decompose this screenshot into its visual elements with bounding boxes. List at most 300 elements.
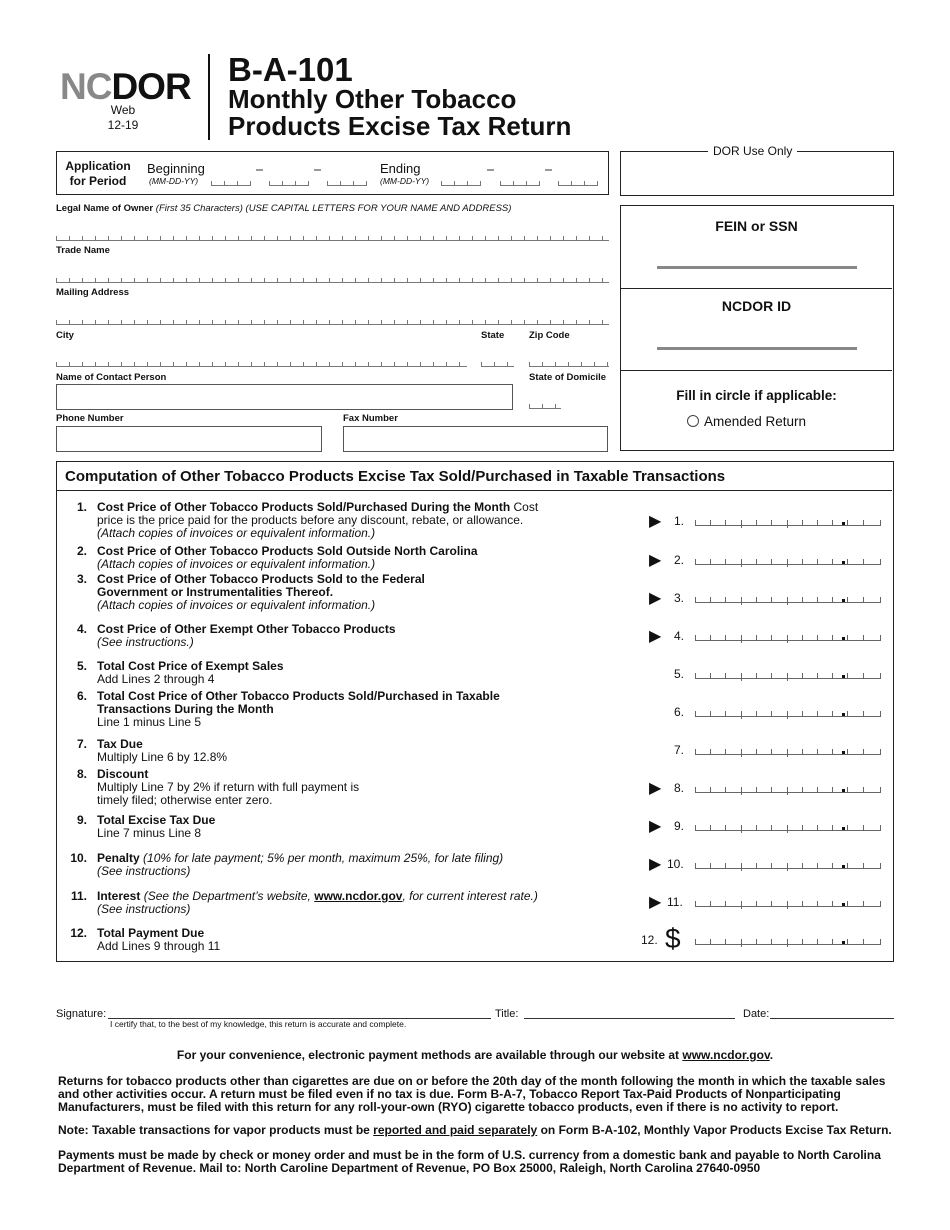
tick (880, 673, 881, 678)
tick (880, 711, 881, 716)
tick (880, 749, 881, 754)
tick (756, 901, 757, 906)
tick (710, 863, 711, 868)
arrow-icon: ▶ (649, 818, 662, 835)
tick (741, 520, 742, 528)
line-ref-number: 6. (674, 705, 685, 719)
tick (710, 520, 711, 525)
dor-use-only-label: DOR Use Only (708, 144, 797, 158)
tick (771, 673, 772, 678)
line-title: Total Excise Tax Due (97, 813, 216, 827)
beginning-format: (MM-DD-YY) (149, 176, 199, 186)
tick (817, 787, 818, 792)
line-description (97, 814, 215, 840)
period-label (63, 159, 133, 189)
line-ref-number: 1. (674, 514, 685, 528)
computation-title: Computation of Other Tobacco Products Excise Tax Sold/Purchased in Taxable Transactions (65, 468, 726, 485)
city-input[interactable] (56, 361, 467, 367)
logo-dor: DOR (111, 66, 191, 107)
tick (802, 635, 803, 640)
tick (771, 825, 772, 830)
tick (847, 711, 848, 716)
line-title: Total Cost Price of Exempt Sales (97, 659, 284, 673)
line-title: Total Cost Price of Other Tobacco Products Sold/Purchased in Taxable (97, 689, 500, 703)
tick (695, 597, 696, 602)
tick (847, 939, 848, 944)
vapor-note (58, 1124, 896, 1137)
tick (863, 711, 864, 716)
line-detail: (Attach copies of invoices or equivalent information.) (97, 557, 376, 571)
tick (756, 749, 757, 754)
amount-input[interactable] (695, 939, 881, 945)
fax-label: Fax Number (343, 413, 398, 424)
zip-input[interactable] (529, 361, 609, 367)
decimal-point (842, 789, 845, 792)
arrow-icon: ▶ (649, 513, 662, 530)
decimal-point (842, 637, 845, 640)
logo-nc: NC (60, 66, 112, 107)
domicile-label: State of Domicile (529, 372, 607, 383)
line-number: 1. (76, 500, 87, 514)
mail-info: Payments must be made by check or money order and must be in the form of U.S. currency from a domestic bank and payable to North Carolina Department of Revenue. Mail to: North Caroline Department of Revenue, PO Box 25000, Raleigh, North Carolina 27640-0950 (58, 1148, 881, 1175)
tick (832, 901, 833, 906)
fax-input[interactable] (343, 426, 608, 452)
line-ref-number: 9. (674, 819, 685, 833)
tick (832, 863, 833, 868)
tick (880, 939, 881, 944)
tick (771, 635, 772, 640)
tick (725, 863, 726, 868)
tick (695, 863, 696, 868)
tick (817, 939, 818, 944)
computation-line (57, 573, 617, 613)
line-number: 9. (76, 813, 87, 827)
tick (741, 559, 742, 567)
end-day-input[interactable] (500, 180, 540, 186)
tick (756, 787, 757, 792)
legal-name-input[interactable] (56, 235, 609, 241)
tick (817, 749, 818, 754)
tick (756, 635, 757, 640)
tick (756, 711, 757, 716)
state-input[interactable] (481, 361, 514, 367)
tick (695, 520, 696, 525)
end-month-input[interactable] (441, 180, 481, 186)
payment-end: . (769, 1048, 774, 1062)
tick (787, 559, 788, 567)
line-number: 12. (70, 926, 87, 940)
tick (771, 559, 772, 564)
line-description (97, 852, 503, 878)
tick (817, 559, 818, 564)
line-number: 10. (70, 851, 87, 865)
tick (695, 673, 696, 678)
ncdor-id-label: NCDOR ID (721, 298, 792, 314)
amount-input[interactable] (695, 559, 881, 565)
amount-input[interactable] (695, 901, 881, 907)
line-detail: Multiply Line 6 by 12.8% (97, 750, 228, 764)
signature-label: Signature: (56, 1008, 107, 1020)
tick (710, 787, 711, 792)
tick (725, 520, 726, 525)
tick (802, 825, 803, 830)
tick (847, 863, 848, 868)
tick (847, 520, 848, 525)
line-title-rest: (See the Department’s website, (140, 889, 315, 903)
certify-text: I certify that, to the best of my knowledge, this return is accurate and complete. (110, 1019, 407, 1029)
id-box (620, 205, 894, 451)
line-title: Penalty (97, 851, 140, 865)
tick (802, 559, 803, 564)
line-number: 5. (76, 659, 87, 673)
line-ref-number: 10. (667, 857, 684, 871)
tick (756, 939, 757, 944)
tick (771, 597, 772, 602)
tick (832, 597, 833, 602)
tick (787, 597, 788, 605)
line-description (97, 660, 284, 686)
fein-input[interactable] (657, 264, 857, 269)
ncdor-id-input[interactable] (657, 345, 857, 350)
begin-day-input[interactable] (269, 180, 309, 186)
tick (817, 673, 818, 678)
tick (863, 825, 864, 830)
line-title: Total Payment Due (97, 926, 205, 940)
tick (787, 711, 788, 719)
tick (787, 673, 788, 681)
amount-input[interactable] (695, 749, 881, 755)
tick (787, 863, 788, 871)
computation-line (57, 690, 617, 730)
tick (863, 520, 864, 525)
tick (741, 901, 742, 909)
tick (817, 825, 818, 830)
tick (725, 939, 726, 944)
tick (880, 597, 881, 602)
amount-input[interactable] (695, 520, 881, 526)
arrow-icon: ▶ (649, 628, 662, 645)
decimal-point (842, 675, 845, 678)
tick (863, 863, 864, 868)
amount-input[interactable] (695, 635, 881, 641)
line-description (97, 573, 425, 612)
tick (725, 825, 726, 830)
line-ref-number: 4. (674, 629, 685, 643)
tick (695, 939, 696, 944)
tick (710, 939, 711, 944)
line-title-2: Government or Instrumentalities Thereof. (97, 585, 334, 599)
tick (863, 749, 864, 754)
amount-input[interactable] (695, 863, 881, 869)
tick (756, 597, 757, 602)
tick (847, 673, 848, 678)
tick (880, 787, 881, 792)
tick (832, 711, 833, 716)
tick (725, 787, 726, 792)
application-period-box (56, 151, 609, 195)
line-detail: (See instructions.) (97, 635, 194, 649)
line-ref-number: 7. (674, 743, 685, 757)
tick (741, 673, 742, 681)
line-description (97, 545, 478, 571)
tick (710, 559, 711, 564)
tick (863, 635, 864, 640)
amount-input[interactable] (695, 787, 881, 793)
tick (787, 901, 788, 909)
line-detail-2: Line 1 minus Line 5 (97, 715, 202, 729)
computation-line (57, 501, 617, 541)
tick (725, 901, 726, 906)
line-title: Tax Due (97, 737, 143, 751)
tick (817, 863, 818, 868)
tick (802, 939, 803, 944)
tick (756, 520, 757, 525)
tick (863, 787, 864, 792)
decimal-point (842, 903, 845, 906)
tick (817, 597, 818, 602)
tick (880, 635, 881, 640)
line-number: 6. (76, 689, 87, 703)
tick (863, 901, 864, 906)
tick (771, 863, 772, 868)
tick (725, 635, 726, 640)
tick (741, 939, 742, 947)
tick (741, 863, 742, 871)
amount-input[interactable] (695, 673, 881, 679)
tick (771, 901, 772, 906)
tick (787, 825, 788, 833)
computation-line (57, 814, 617, 854)
tick (741, 749, 742, 757)
line-description (97, 768, 359, 807)
website-link[interactable]: www.ncdor.gov (314, 889, 403, 903)
end-year-input[interactable] (558, 180, 598, 186)
tick (817, 635, 818, 640)
trade-name-label: Trade Name (56, 245, 110, 256)
line-title: Interest (97, 889, 141, 903)
line-detail: Multiply Line 7 by 2% if return with full payment is (97, 780, 360, 794)
note-end: on Form B-A-102, Monthly Vapor Products Excise Tax Return. (537, 1123, 892, 1137)
contact-label: Name of Contact Person (56, 372, 167, 383)
line-description (97, 738, 227, 764)
tick (847, 597, 848, 602)
note-underline: reported and paid separately (373, 1123, 538, 1137)
phone-label: Phone Number (56, 413, 124, 424)
logo-web: Web (110, 103, 136, 117)
line-description (97, 623, 396, 649)
fill-in-label: Fill in circle if applicable: (676, 388, 837, 403)
decimal-point (842, 865, 845, 868)
amended-radio[interactable] (687, 415, 699, 427)
arrow-icon: ▶ (649, 590, 662, 607)
tick (863, 597, 864, 602)
amended-return-option[interactable] (687, 414, 806, 429)
divider (621, 370, 892, 371)
line-number: 7. (76, 737, 87, 751)
tick (710, 749, 711, 754)
tick (863, 939, 864, 944)
tick (725, 597, 726, 602)
tick (787, 520, 788, 528)
line-detail-2: (Attach copies of invoices or equivalent information.) (97, 526, 376, 540)
line-ref-number: 11. (667, 895, 683, 909)
line-ref-number: 2. (674, 553, 685, 567)
begin-year-input[interactable] (327, 180, 367, 186)
payment-text: For your convenience, electronic payment methods are available through our website at (176, 1048, 683, 1062)
ncdor-logo (60, 66, 191, 107)
tick (847, 635, 848, 640)
line-title: Cost Price of Other Tobacco Products Sold/Purchased During the Month (97, 500, 511, 514)
ending-label: Ending (380, 161, 421, 176)
tick (802, 520, 803, 525)
tick (725, 749, 726, 754)
contact-input[interactable] (56, 384, 513, 410)
tick (695, 787, 696, 792)
line-number: 11. (70, 889, 87, 903)
date-label: Date: (743, 1008, 770, 1020)
line-description (97, 501, 538, 540)
legal-name-label (56, 203, 511, 214)
line-detail: Line 7 minus Line 8 (97, 826, 202, 840)
title-input[interactable] (524, 1018, 735, 1019)
form-title-line-2: Products Excise Tax Return (228, 111, 572, 141)
returns-info: Returns for tobacco products other than cigarettes are due on or before the 20th day of the month following the month in which the taxable sales and other activities occur. A return must be filed even if no tax is due. Form B-A-7, Tobacco Report Tax-Paid Products of Nonparticipating Manufacturers, must be filed with this return for any roll-your-own (RYO) cigarette tobacco products, even if there is no activity to report. (58, 1074, 886, 1114)
tick (880, 520, 881, 525)
amount-input[interactable] (695, 597, 881, 603)
computation-box (56, 461, 894, 962)
tick (832, 673, 833, 678)
line-description (97, 927, 220, 953)
tick (847, 901, 848, 906)
line-description (97, 690, 500, 729)
dash (487, 169, 494, 171)
tick (832, 939, 833, 944)
legal-name-text: Legal Name of Owner (56, 203, 154, 214)
line-title: Cost Price of Other Exempt Other Tobacco Products (97, 622, 396, 636)
tick (741, 635, 742, 643)
tick (725, 711, 726, 716)
domicile-input[interactable] (529, 403, 561, 409)
form-title (228, 86, 648, 140)
city-label: City (56, 330, 74, 341)
line-ref-number: 3. (674, 591, 685, 605)
tick (695, 901, 696, 906)
form-title-line-1: Monthly Other Tobacco (228, 84, 517, 114)
decimal-point (842, 941, 845, 944)
tick (771, 749, 772, 754)
legal-name-caps: (USE CAPITAL LETTERS FOR YOUR NAME AND ADDRESS) (245, 203, 512, 214)
tick (880, 863, 881, 868)
line-number: 3. (76, 572, 87, 586)
tick (771, 787, 772, 792)
computation-line (57, 890, 617, 930)
amount-input[interactable] (695, 711, 881, 717)
decimal-point (842, 522, 845, 525)
tick (725, 559, 726, 564)
tick (832, 787, 833, 792)
line-detail-2: (Attach copies of invoices or equivalent information.) (97, 598, 376, 612)
tick (817, 901, 818, 906)
decimal-point (842, 713, 845, 716)
line-number: 2. (76, 544, 87, 558)
tick (802, 597, 803, 602)
line-detail: price is the price paid for the products before any discount, rebate, or allowance. (97, 513, 524, 527)
ending-format: (MM-DD-YY) (380, 176, 430, 186)
dash (256, 169, 263, 171)
line-title: Cost Price of Other Tobacco Products Sold Outside North Carolina (97, 544, 478, 558)
amount-input[interactable] (695, 825, 881, 831)
begin-month-input[interactable] (211, 180, 251, 186)
tick (832, 749, 833, 754)
tick (695, 749, 696, 754)
tick (832, 825, 833, 830)
dollar-sign: $ (665, 923, 681, 954)
tick (756, 673, 757, 678)
period-label-1: Application (65, 159, 131, 173)
line-detail-2: timely filed; otherwise enter zero. (97, 793, 273, 807)
line-title: Cost Price of Other Tobacco Products Sold to the Federal (97, 572, 425, 586)
tick (802, 787, 803, 792)
arrow-icon: ▶ (649, 894, 662, 911)
amended-label: Amended Return (704, 414, 807, 429)
tick (756, 559, 757, 564)
phone-input[interactable] (56, 426, 322, 452)
line-detail: (See instructions) (97, 902, 191, 916)
tick (802, 673, 803, 678)
dash (545, 169, 552, 171)
payment-link[interactable]: www.ncdor.gov (682, 1048, 770, 1062)
tick (880, 901, 881, 906)
arrow-icon: ▶ (649, 780, 662, 797)
line-number: 8. (76, 767, 87, 781)
decimal-point (842, 827, 845, 830)
tick (771, 939, 772, 944)
tick (756, 863, 757, 868)
decimal-point (842, 751, 845, 754)
divider (621, 288, 892, 289)
mailing-address-input[interactable] (56, 319, 609, 325)
tick (695, 825, 696, 830)
tick (802, 901, 803, 906)
decimal-point (842, 599, 845, 602)
tick (787, 939, 788, 947)
tick (847, 787, 848, 792)
beginning-label: Beginning (147, 161, 205, 176)
tick (817, 520, 818, 525)
line-ref-number: 12. (641, 933, 658, 947)
date-input[interactable] (770, 1018, 894, 1019)
trade-name-input[interactable] (56, 277, 609, 283)
tick (863, 673, 864, 678)
line-detail: (See instructions) (97, 864, 191, 878)
tick (880, 559, 881, 564)
tick (787, 787, 788, 795)
line-description (97, 890, 538, 916)
tick (710, 901, 711, 906)
tick (880, 825, 881, 830)
line-title-rest: (10% for late payment; 5% per month, maximum 25%, for late filing) (139, 851, 504, 865)
tick (802, 863, 803, 868)
tick (863, 559, 864, 564)
tick (847, 825, 848, 830)
tick (710, 711, 711, 716)
line-number: 4. (76, 622, 87, 636)
computation-line (57, 852, 617, 892)
decimal-point (842, 561, 845, 564)
tick (756, 825, 757, 830)
tick (771, 520, 772, 525)
tick (787, 635, 788, 643)
